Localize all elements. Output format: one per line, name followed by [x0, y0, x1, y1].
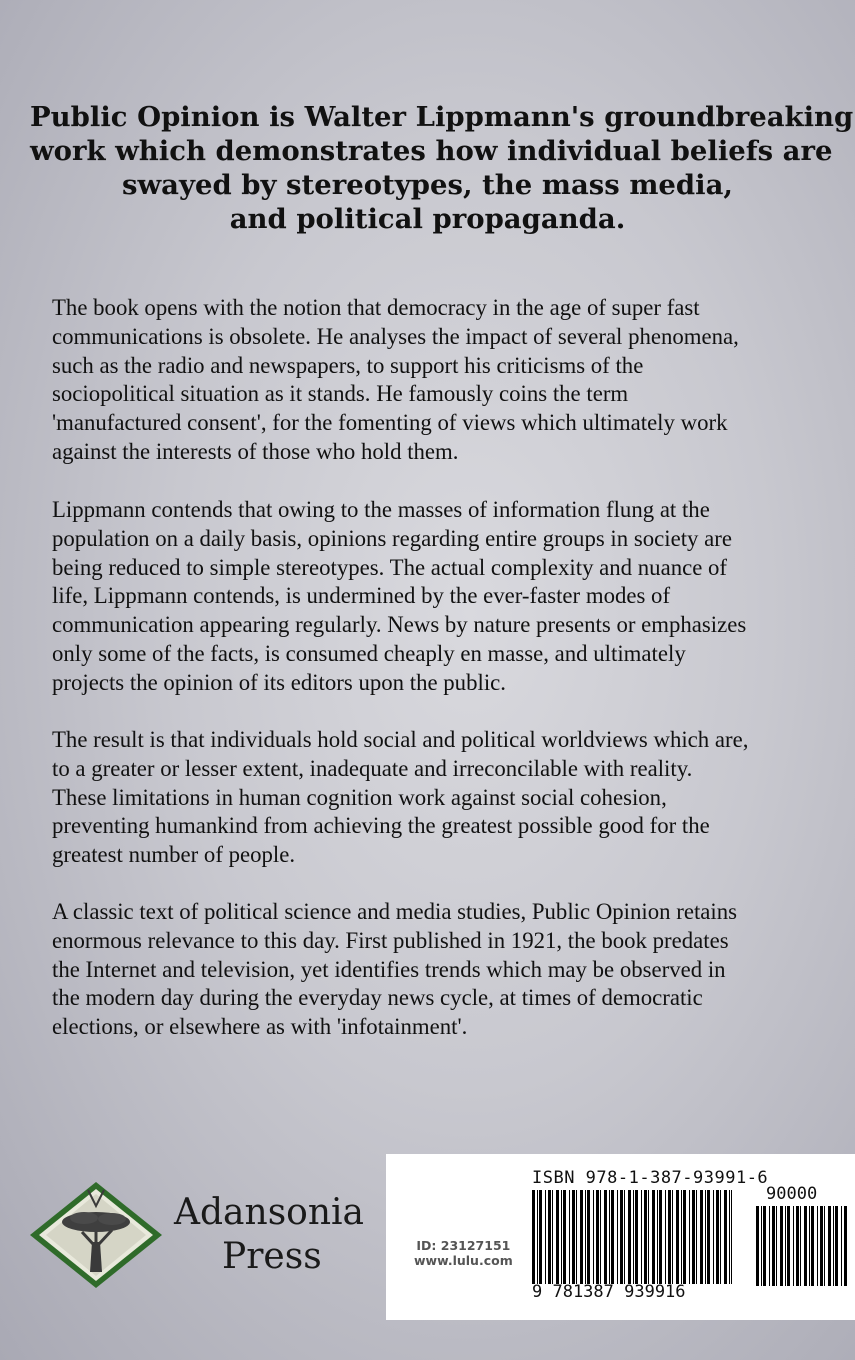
- barcode-bar: [548, 1190, 551, 1284]
- text-line: These limitations in human cognition work against social cohesion,: [52, 784, 667, 810]
- barcode-bar: [817, 1206, 818, 1286]
- barcode-bar: [628, 1190, 631, 1284]
- barcode-bar: [572, 1190, 575, 1284]
- price-code: 90000: [766, 1184, 818, 1204]
- barcode-bar: [800, 1206, 801, 1286]
- barcode-bar: [716, 1190, 719, 1284]
- barcode-bar: [672, 1190, 673, 1284]
- barcode-bar: [556, 1190, 559, 1284]
- barcode-bar: [729, 1190, 730, 1284]
- baobab-tree-diamond-icon: [26, 1180, 166, 1290]
- barcode-bar: [545, 1190, 546, 1284]
- barcode-bar: [720, 1190, 721, 1284]
- barcode-bar: [756, 1206, 759, 1286]
- barcode-bar: [604, 1190, 607, 1284]
- barcode-bar: [657, 1190, 658, 1284]
- barcode-bar: [820, 1206, 823, 1286]
- text-line: Lippmann contends that owing to the masses of information flung at the: [52, 497, 710, 522]
- barcode-bar: [641, 1190, 642, 1284]
- text-line: The result is that individuals hold social and political worldviews which are,: [52, 727, 749, 752]
- barcode-bar: [809, 1206, 810, 1286]
- text-line: enormous relevance to this day. First published in 1921, the book predates: [52, 927, 729, 953]
- text-line: being reduced to simple stereotypes. The actual complexity and nuance of: [52, 554, 728, 580]
- text-line: 'manufactured consent', for the fomenting of views which ultimately work: [52, 410, 728, 436]
- lulu-id: ID: 23127151: [416, 1238, 511, 1253]
- barcode-bar: [593, 1190, 594, 1284]
- text-line: communication appearing regularly. News by nature presents or emphasizes: [52, 612, 747, 638]
- barcode-bar: [676, 1190, 679, 1284]
- barcode-bar: [635, 1190, 638, 1284]
- barcode-bar: [665, 1190, 666, 1284]
- barcode-bar: [804, 1206, 807, 1286]
- barcode-bar: [824, 1206, 825, 1286]
- barcode-bar: [624, 1190, 625, 1284]
- barcode-bar: [617, 1190, 618, 1284]
- barcode-bar: [600, 1190, 601, 1284]
- text-line: the Internet and television, yet identifies trends which may be observed in: [52, 956, 726, 982]
- barcode-bar: [561, 1190, 562, 1284]
- publisher-logo: [26, 1180, 366, 1290]
- publisher-name-line2: Press: [222, 1236, 322, 1277]
- barcode-bar: [668, 1190, 671, 1284]
- barcode-bar: [537, 1190, 538, 1284]
- headline-line: and political propaganda.: [229, 203, 626, 235]
- ean-digits: 9 781387 939916: [532, 1282, 686, 1302]
- text-line: against the interests of those who hold them.: [52, 438, 459, 464]
- barcode-bar: [761, 1206, 762, 1286]
- barcode-bar: [539, 1190, 542, 1284]
- paragraph-stereotypes: [52, 496, 842, 698]
- barcode-bar: [844, 1206, 847, 1286]
- text-line: life, Lippmann contends, is undermined by the ever-faster modes of: [52, 583, 671, 609]
- barcode-bar: [681, 1190, 682, 1284]
- barcode-bar: [620, 1190, 623, 1284]
- barcode-bar: [763, 1206, 766, 1286]
- text-line: only some of the facts, is consumed cheaply en masse, and ultimately: [52, 640, 686, 666]
- barcode-bar: [692, 1190, 695, 1284]
- text-line: elections, or elsewhere as with 'infotainment'.: [52, 1014, 468, 1040]
- barcode-bar: [707, 1190, 710, 1284]
- text-line: such as the radio and newspapers, to support his criticisms of the: [52, 352, 644, 378]
- lulu-website: www.lulu.com: [414, 1253, 513, 1268]
- barcode-bar: [683, 1190, 686, 1284]
- text-line: The book opens with the notion that democracy in the age of super fast: [52, 295, 700, 320]
- barcode-bar: [659, 1190, 662, 1284]
- barcode-bar: [576, 1190, 577, 1284]
- headline-line: Public Opinion is Walter Lippmann's groundbreaking: [30, 101, 854, 133]
- barcode-bar: [769, 1206, 770, 1286]
- barcode-bar: [532, 1190, 535, 1284]
- barcode-bar: [596, 1190, 599, 1284]
- paragraph-result: [52, 726, 842, 870]
- text-line: greatest number of people.: [52, 842, 296, 868]
- barcode-bar: [731, 1190, 732, 1284]
- barcode-bar: [833, 1206, 834, 1286]
- barcode-bar: [841, 1206, 842, 1286]
- publisher-name-line1: Adansonia: [174, 1192, 365, 1233]
- barcode-panel: [386, 1154, 855, 1320]
- barcode-bar: [611, 1190, 614, 1284]
- barcode-bar: [585, 1190, 586, 1284]
- barcode-bar: [835, 1206, 838, 1286]
- barcode-bar: [569, 1190, 570, 1284]
- barcode-bar: [587, 1190, 590, 1284]
- headline-line: swayed by stereotypes, the mass media,: [122, 169, 733, 201]
- barcode-bar: [652, 1190, 655, 1284]
- barcode-bar: [700, 1190, 703, 1284]
- barcode-bar: [705, 1190, 706, 1284]
- barcode-bar: [648, 1190, 649, 1284]
- barcode-bar: [787, 1206, 790, 1286]
- text-line: projects the opinion of its editors upon the public.: [52, 669, 506, 695]
- barcode-bar: [696, 1190, 697, 1284]
- text-line: A classic text of political science and media studies, Public Opinion retains: [52, 899, 738, 924]
- barcode-bar: [724, 1190, 727, 1284]
- text-line: the modern day during the everyday news cycle, at times of democratic: [52, 985, 703, 1011]
- barcode-bar: [811, 1206, 814, 1286]
- text-line: preventing humankind from achieving the greatest possible good for the: [52, 813, 710, 839]
- barcode-bar: [785, 1206, 786, 1286]
- text-line: communications is obsolete. He analyses the impact of several phenomena,: [52, 323, 739, 349]
- headline-line: work which demonstrates how individual beliefs are: [30, 135, 833, 167]
- barcode-bar: [580, 1190, 583, 1284]
- barcode-bar: [609, 1190, 610, 1284]
- barcode-bar: [633, 1190, 634, 1284]
- barcode-bar: [776, 1206, 777, 1286]
- barcode-bar: [552, 1190, 553, 1284]
- text-line: population on a daily basis, opinions regarding entire groups in society are: [52, 525, 732, 551]
- text-line: sociopolitical situation as it stands. He famously coins the term: [52, 381, 629, 407]
- paragraph-intro: [52, 294, 842, 467]
- barcode-bar: [772, 1206, 775, 1286]
- barcode-bar: [793, 1206, 794, 1286]
- barcode-bar: [644, 1190, 647, 1284]
- barcode-bar: [796, 1206, 799, 1286]
- barcode-bar: [828, 1206, 831, 1286]
- headline: [30, 100, 854, 236]
- text-line: to a greater or lesser extent, inadequate and irreconcilable with reality.: [52, 755, 693, 781]
- isbn-label: ISBN 978-1-387-93991-6: [532, 1168, 769, 1188]
- paragraph-classic: [52, 898, 842, 1042]
- barcode-bar: [713, 1190, 714, 1284]
- barcode-bar: [563, 1190, 566, 1284]
- barcode-bar: [689, 1190, 690, 1284]
- barcode-bar: [780, 1206, 783, 1286]
